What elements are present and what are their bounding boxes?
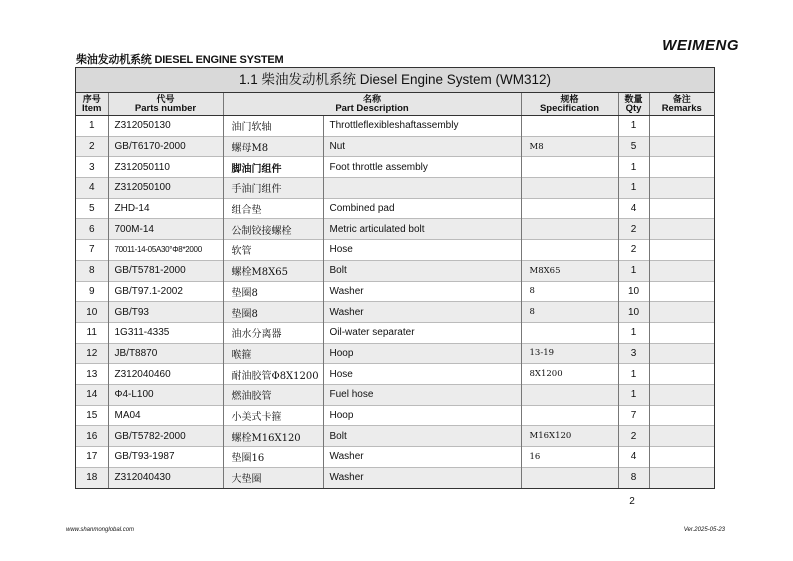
table-row: 15 MA04 小美式卡箍 Hoop 7 (76, 405, 714, 426)
table-header-row (76, 93, 714, 116)
table-row: 5 ZHD-14 组合垫 Combined pad 4 (76, 198, 714, 219)
table-row: 1 Z312050130 油门软轴 Throttleflexibleshaftassembly 1 (76, 116, 714, 137)
table-row: 2 GB/T6170-2000 螺母M8 Nut M8 5 (76, 136, 714, 157)
col-specification: 规格 Specification (521, 93, 618, 116)
table-row: 9 GB/T97.1-2002 垫圈8 Washer 8 10 (76, 281, 714, 302)
footer-website: www.shanmonglobal.com (66, 527, 135, 533)
table-row: 12 JB/T8870 喉箍 Hoop 13-19 3 (76, 343, 714, 364)
table-row: 7 70011-14-05A30°Φ8*2000 软管 Hose 2 (76, 240, 714, 261)
table-row: 18 Z312040430 大垫圈 Washer 8 (76, 467, 714, 488)
table-row: 13 Z312040460 耐油胶管Φ8X1200 Hose 8X1200 1 (76, 364, 714, 385)
col-qty: 数量 Qty (618, 93, 649, 116)
table-row: 4 Z312050100 手油门组件 1 (76, 178, 714, 199)
table-row: 10 GB/T93 垫圈8 Washer 8 10 (76, 302, 714, 323)
footer-version: Ver.2025-05-23 (683, 527, 725, 533)
col-description: 名称 Part Description (223, 93, 521, 116)
col-part-number: 代号 Parts number (108, 93, 223, 116)
col-remarks: 备注 Remarks (649, 93, 714, 116)
parts-sheet (75, 67, 715, 489)
brand-logo: WEIMENG (662, 37, 739, 54)
table-row: 3 Z312050110 脚油门组件 Foot throttle assembly 1 (76, 157, 714, 178)
table-row: 14 Φ4-L100 燃油胶管 Fuel hose 1 (76, 384, 714, 405)
table-row: 16 GB/T5782-2000 螺栓M16X120 Bolt M16X120 2 (76, 426, 714, 447)
parts-table (76, 93, 714, 488)
table-row: 17 GB/T93-1987 垫圈16 Washer 16 4 (76, 447, 714, 468)
col-item: 序号 Item (76, 93, 108, 116)
table-row: 8 GB/T5781-2000 螺栓M8X65 Bolt M8X65 1 (76, 260, 714, 281)
section-label: 柴油发动机系统 DIESEL ENGINE SYSTEM (76, 54, 284, 66)
table-title: 1.1 柴油发动机系统 Diesel Engine System (WM312) (76, 68, 714, 93)
table-row: 11 1G311-4335 油水分离器 Oil-water separater 1 (76, 322, 714, 343)
table-row: 6 700M-14 公制铰接螺栓 Metric articulated bolt 2 (76, 219, 714, 240)
trailing-qty: 2 (629, 496, 635, 507)
